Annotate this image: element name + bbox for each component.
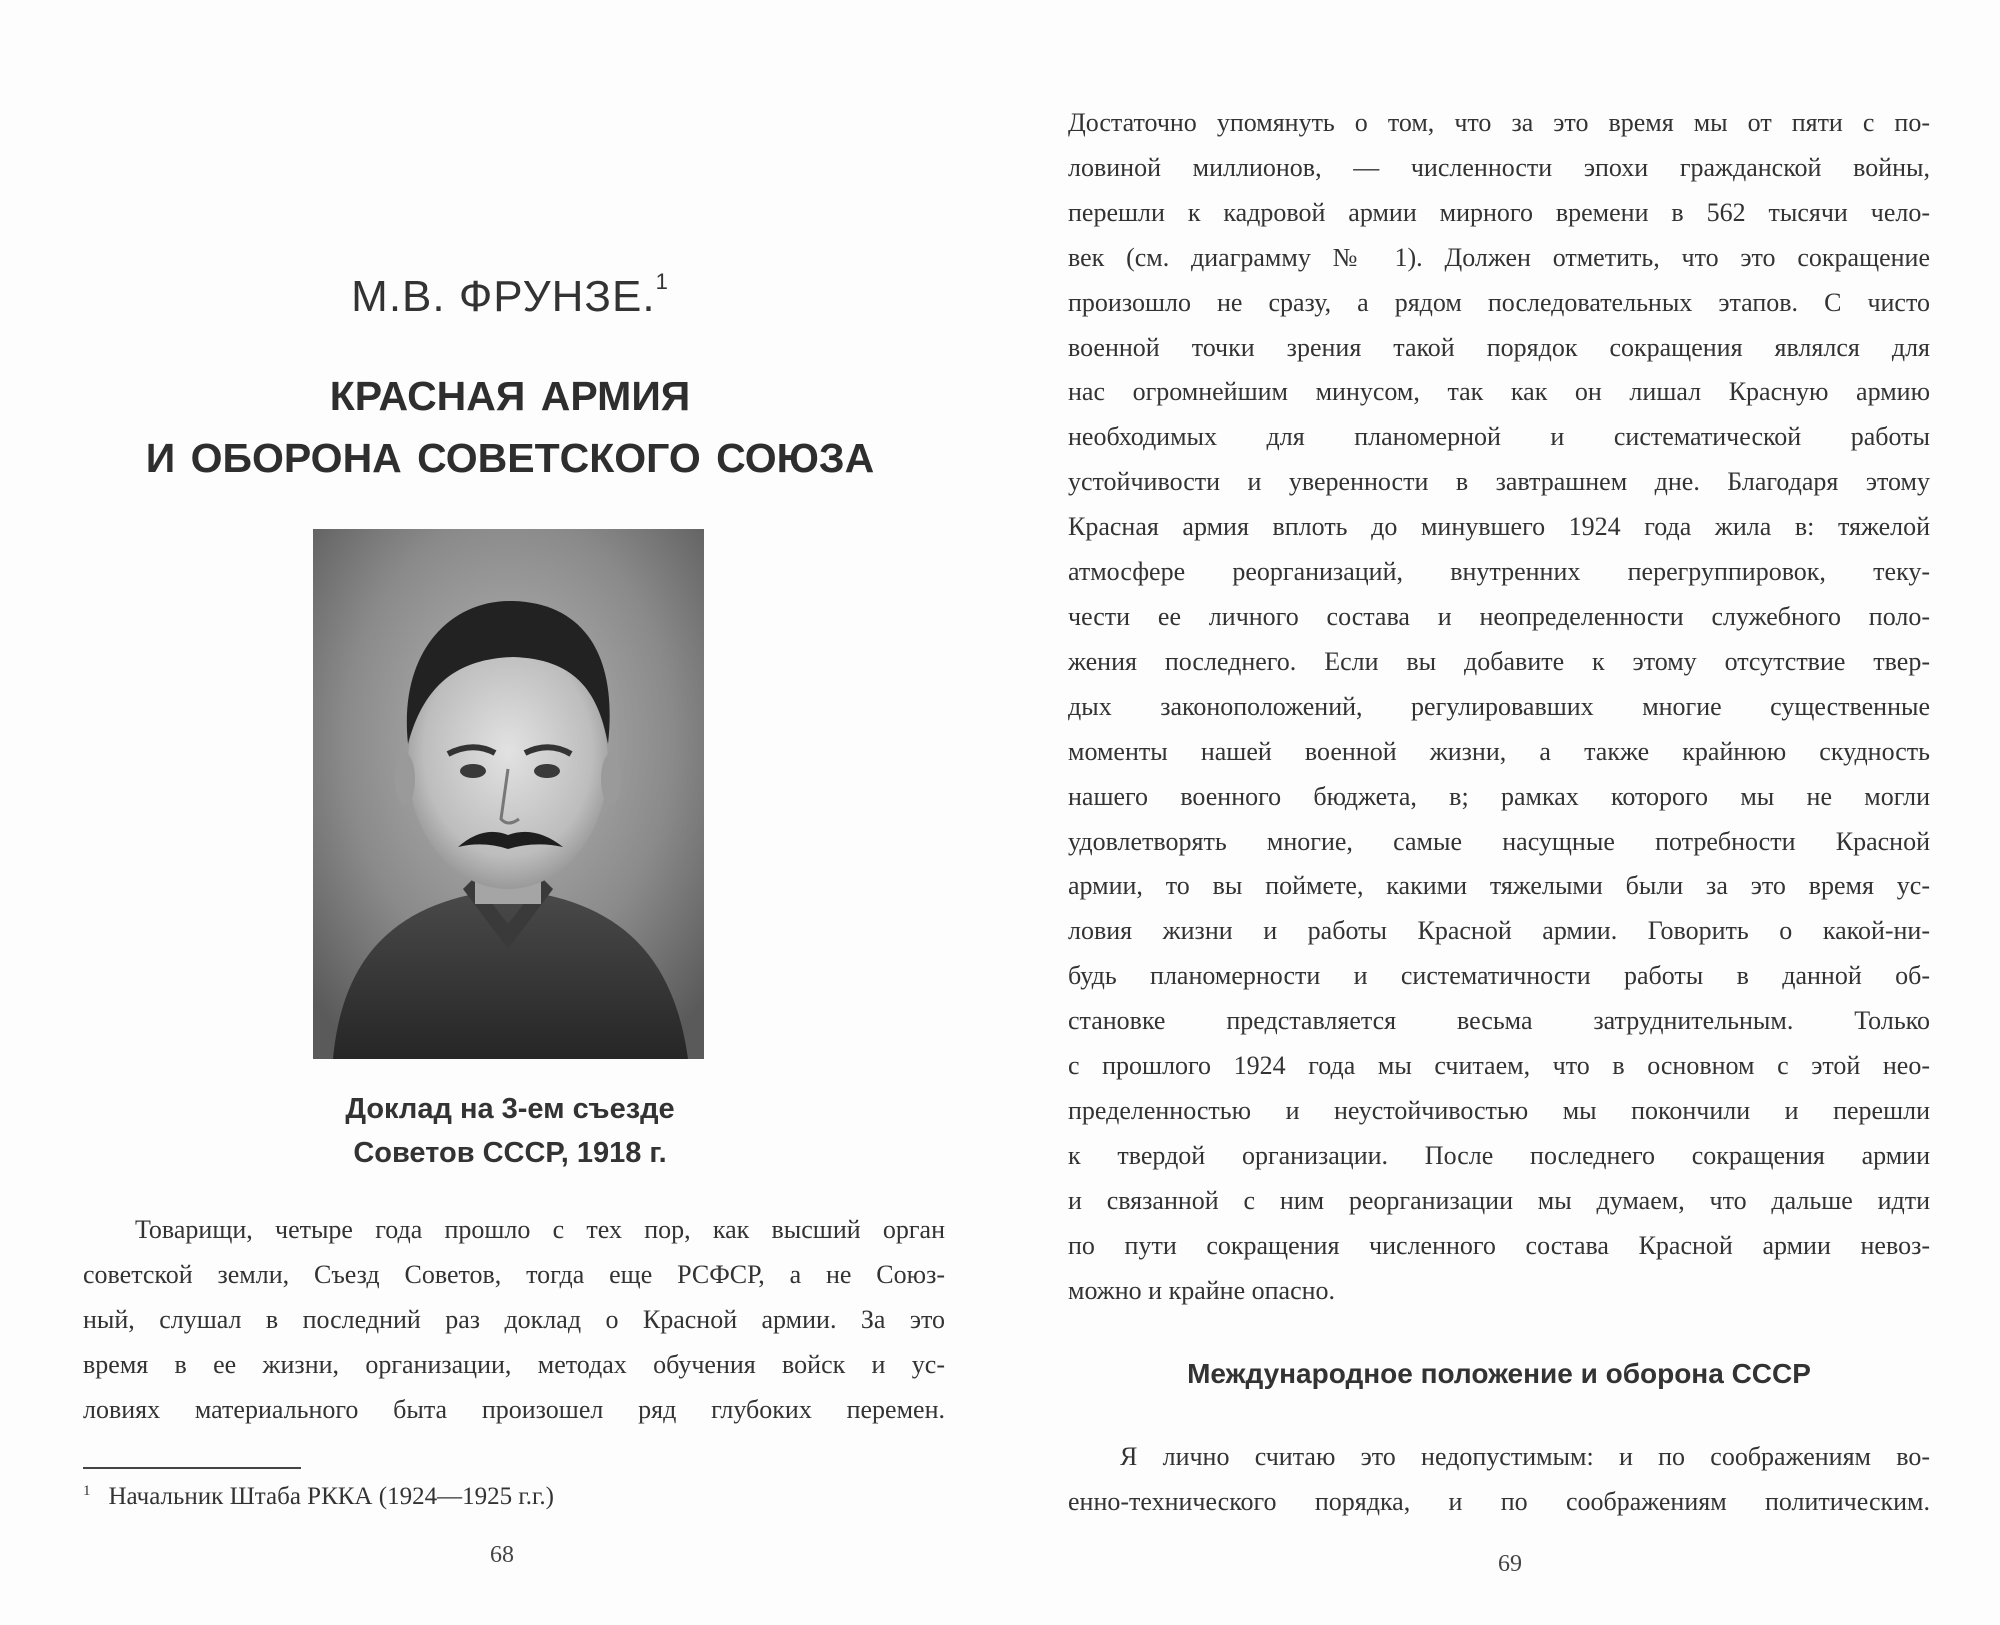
text-line: будь планомерности и систематичности работы в данной об- [1068,961,1930,991]
text-line: военной точки зрения такой порядок сокращения являлся для [1068,332,1930,362]
right-page [1000,0,2000,1625]
text-line: произошло не сразу, а рядом последовательных этапов. С чисто [1068,287,1930,317]
text-line: нас огромнейшим минусом, так как он лишал Красную армию [1068,377,1930,407]
left-paragraph [83,1208,945,1433]
text-line: устойчивости и уверенности в завтрашнем дне. Благодаря этому [1068,467,1930,497]
right-paragraph-2 [1068,1435,1930,1525]
text-line: можно и крайне опасно. [1068,1275,1336,1305]
section-heading: Международное положение и оборона СССР [1187,1358,1811,1389]
report-subtitle [60,1087,960,1175]
text-line: Достаточно упомянуть о том, что за это время мы от пяти с по- [1068,108,1930,137]
text-line: век (см. диаграмму № 1). Должен отметить, что это сокращение [1068,242,1930,272]
title-line: И ОБОРОНА СОВЕТСКОГО СОЮЗА [145,435,875,481]
subtitle-line: Советов СССР, 1918 г. [353,1137,667,1169]
text-line: жения последнего. Если вы добавите к этому отсутствие твер- [1068,646,1930,676]
author-name: М.В. ФРУНЗЕ.$^1$ [351,269,669,321]
text-line: перешли к кадровой армии мирного времени в 562 тысячи чело- [1068,197,1930,227]
text-line: пределенностью и неустойчивостью мы покончили и перешли [1068,1095,1930,1125]
text-line: советской земли, Съезд Советов, тогда еще РСФСР, а не Союз- [83,1259,945,1289]
author-footnote-mark: 1 [655,269,669,295]
text-line: армии, то вы поймете, какими тяжелыми были за это время ус- [1068,871,1930,901]
text-line: становке представляется весьма затруднительным. Только [1068,1006,1930,1036]
footnote-divider [83,1467,301,1469]
text-line: с прошлого 1924 года мы считаем, что в основном с этой нео- [1068,1051,1930,1081]
text-line: дых законоположений, регулировавших многие существенные [1068,691,1930,721]
text-line: енно-технического порядка, и по соображениям политическим. [1068,1486,1930,1516]
text-line: Я лично считаю это недопустимым: и по соображениям во- [1120,1442,1930,1471]
text-line: ловия жизни и работы Красной армии. Говорить о какой-ни- [1068,916,1930,946]
text-line: удовлетворять многие, самые насущные потребности Красной [1068,826,1930,856]
title-line: КРАСНАЯ АРМИЯ [329,373,691,419]
text-line: по пути сокращения численного состава Красной армии невоз- [1068,1230,1930,1260]
text-line: ный, слушал в последний раз доклад о Красной армии. За это [83,1304,945,1334]
text-line: к твердой организации. После последнего сокращения армии [1068,1140,1930,1170]
text-line: Товарищи, четыре года прошло с тех пор, как высший орган [135,1215,945,1244]
footnote-text: Начальник Штаба РККА (1924—1925 г.г.) [108,1483,555,1510]
text-line: ловиях материального быта произошел ряд глубоких перемен. [83,1394,945,1424]
chapter-title [60,365,960,489]
footnote-mark: 1 [83,1483,91,1499]
text-line: чести ее личного состава и неопределенности служебного поло- [1068,601,1930,631]
text-line: необходимых для планомерной и систематической работы [1068,422,1930,452]
text-line: моменты нашей военной жизни, а также крайнюю скудность [1068,736,1930,766]
portrait-photo [313,529,704,1059]
text-line: Красная армия вплоть до минувшего 1924 года жила в: тяжелой [1068,512,1930,542]
subtitle-line: Доклад на 3-ем съезде [345,1093,675,1125]
text-line: время в ее жизни, организации, методах обучения войск и ус- [83,1349,945,1379]
text-line: ловиной миллионов, — численности эпохи гражданской войны, [1068,152,1930,182]
page-number-right: 69 [1498,1551,1522,1577]
text-line: нашего военного бюджета, в; рамках которого мы не могли [1068,781,1930,811]
text-line: и связанной с ним реорганизации мы думаем, что дальше идти [1068,1185,1930,1215]
text-line: атмосфере реорганизаций, внутренних перегруппировок, теку- [1068,557,1930,587]
footnote [83,1483,554,1511]
page-number-left: 68 [490,1542,514,1568]
right-paragraph-1 [1068,101,1930,1313]
